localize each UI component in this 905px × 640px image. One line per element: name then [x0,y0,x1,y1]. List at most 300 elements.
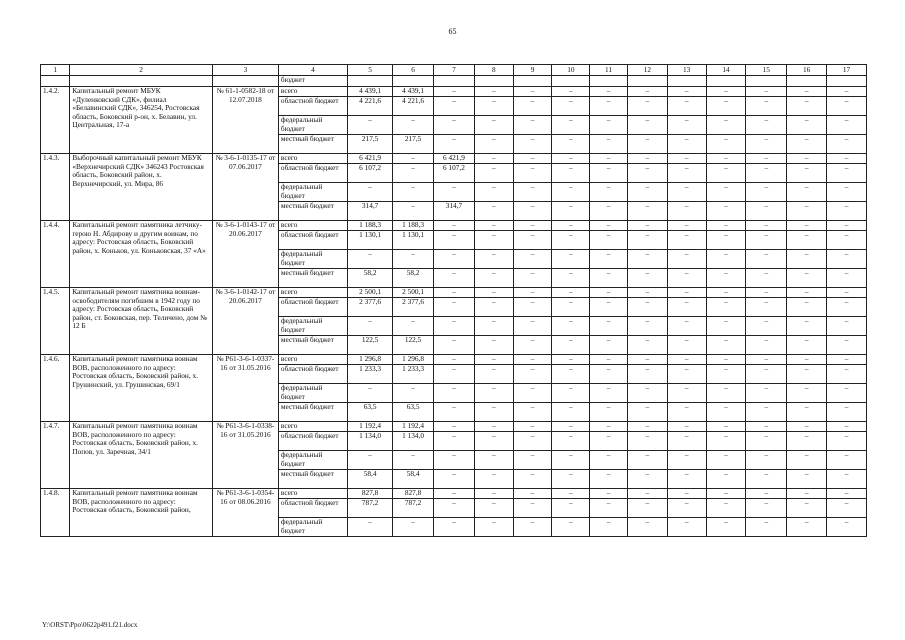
empty-value-cell: – [667,422,706,432]
empty-value-cell: – [706,97,746,116]
empty-value-cell: – [552,355,590,365]
empty-value-cell: – [827,154,867,164]
empty-value-cell: – [513,154,552,164]
empty-value-cell: – [746,97,787,116]
empty-value-cell: – [787,499,827,518]
empty-value-cell: – [746,499,787,518]
empty-value-cell: – [706,250,746,269]
empty-value-cell: – [706,221,746,231]
empty-value-cell: – [552,298,590,317]
empty-value-cell: – [513,116,552,135]
amount-cell: 314,7 [434,202,475,221]
empty-value-cell: – [706,384,746,403]
empty-value-cell: – [787,97,827,116]
empty-value-cell: – [706,135,746,154]
funding-source-cell: областной бюджет [278,164,347,183]
empty-value-cell: – [513,403,552,422]
empty-value-cell: – [746,365,787,384]
column-number-cell: 11 [590,65,628,76]
empty-value-cell: – [474,317,513,336]
empty-value-cell: – [552,87,590,97]
empty-value-cell: – [627,288,667,298]
empty-value-cell: – [590,489,628,499]
empty-value-cell: – [474,202,513,221]
empty-value-cell: – [667,116,706,135]
item-number-cell: 1.4.8. [41,489,70,537]
empty-value-cell: – [513,87,552,97]
amount-cell: – [393,164,434,183]
funding-row [41,355,867,365]
empty-value-cell: – [474,116,513,135]
column-number-cell: 14 [706,65,746,76]
amount-cell: 217,5 [393,135,434,154]
empty-cell [393,76,434,87]
amount-cell: 787,2 [393,499,434,518]
empty-cell [706,76,746,87]
item-name-cell: Капитальный ремонт МБУК «Дуленковский СДК», филиал «Белавинский СДК», 346254, Ростовская область, Боковский р-он, х. Белавин, ул. Центральная, 17-а [70,87,213,154]
empty-value-cell: – [706,403,746,422]
empty-value-cell: – [627,355,667,365]
empty-value-cell: – [552,154,590,164]
empty-value-cell: – [746,164,787,183]
amount-cell: 2 500,1 [348,288,393,298]
amount-cell: 787,2 [348,499,393,518]
amount-cell: – [434,384,475,403]
empty-value-cell: – [827,355,867,365]
empty-value-cell: – [827,489,867,499]
amount-cell: 217,5 [348,135,393,154]
amount-cell: – [393,202,434,221]
empty-value-cell: – [746,384,787,403]
funding-source-cell: федеральный бюджет [278,317,347,336]
empty-value-cell: – [627,154,667,164]
item-name-cell: Капитальный ремонт памятника воинам-освободителям погибшим в 1942 году по адресу: Ростовская область, Боковский район, ст. Боковская, пер. Теличено, дом № 12 Б [70,288,213,355]
amount-cell: – [434,221,475,231]
empty-value-cell: – [552,518,590,537]
column-number-cell: 13 [667,65,706,76]
empty-value-cell: – [667,221,706,231]
empty-value-cell: – [474,355,513,365]
empty-value-cell: – [746,154,787,164]
empty-value-cell: – [513,269,552,288]
amount-cell: – [393,518,434,537]
empty-value-cell: – [627,451,667,470]
amount-cell: 1 296,8 [348,355,393,365]
empty-value-cell: – [746,183,787,202]
empty-value-cell: – [474,518,513,537]
funding-source-cell: бюджет [278,76,347,87]
empty-value-cell: – [787,317,827,336]
empty-value-cell: – [627,269,667,288]
amount-cell: – [434,489,475,499]
funding-row [41,489,867,499]
funding-source-cell: областной бюджет [278,298,347,317]
amount-cell: 2 377,6 [348,298,393,317]
empty-value-cell: – [706,116,746,135]
empty-cell [513,76,552,87]
empty-value-cell: – [474,231,513,250]
empty-value-cell: – [787,518,827,537]
empty-value-cell: – [746,432,787,451]
empty-value-cell: – [627,403,667,422]
column-number-cell: 15 [746,65,787,76]
file-path-footer: Y:\ORST\Ppo\0622p491.f21.docx [42,621,138,629]
empty-value-cell: – [667,298,706,317]
empty-value-cell: – [627,298,667,317]
empty-value-cell: – [552,250,590,269]
empty-value-cell: – [827,317,867,336]
empty-value-cell: – [746,518,787,537]
column-number-cell: 5 [348,65,393,76]
amount-cell: – [434,499,475,518]
empty-value-cell: – [827,116,867,135]
empty-value-cell: – [552,269,590,288]
empty-cell [827,76,867,87]
amount-cell: – [434,87,475,97]
empty-value-cell: – [513,135,552,154]
empty-value-cell: – [590,432,628,451]
empty-value-cell: – [474,221,513,231]
empty-value-cell: – [746,202,787,221]
empty-value-cell: – [827,336,867,355]
item-name-cell: Выборочный капитальный ремонт МБУК «Верхнечирский СДК» 346243 Ростовская область, Боковский район, х. Верхнечирский, ул. Мира, 86 [70,154,213,221]
empty-value-cell: – [787,355,827,365]
empty-value-cell: – [746,317,787,336]
empty-value-cell: – [590,183,628,202]
empty-value-cell: – [627,87,667,97]
amount-cell: – [348,518,393,537]
empty-value-cell: – [706,288,746,298]
empty-value-cell: – [552,365,590,384]
empty-value-cell: – [590,164,628,183]
empty-value-cell: – [590,202,628,221]
empty-value-cell: – [787,470,827,489]
column-number-cell: 16 [787,65,827,76]
empty-value-cell: – [667,164,706,183]
empty-value-cell: – [590,221,628,231]
empty-value-cell: – [590,269,628,288]
amount-cell: – [434,355,475,365]
empty-value-cell: – [474,451,513,470]
empty-value-cell: – [474,97,513,116]
empty-value-cell: – [627,365,667,384]
empty-value-cell: – [552,317,590,336]
amount-cell: 827,8 [393,489,434,499]
amount-cell: 6 107,2 [348,164,393,183]
empty-value-cell: – [827,231,867,250]
amount-cell: 1 192,4 [393,422,434,432]
column-number-cell: 2 [70,65,213,76]
funding-source-cell: местный бюджет [278,135,347,154]
funding-source-cell: областной бюджет [278,365,347,384]
empty-value-cell: – [827,451,867,470]
column-number-cell: 4 [278,65,347,76]
empty-value-cell: – [827,164,867,183]
empty-value-cell: – [627,221,667,231]
funding-source-cell: всего [278,87,347,97]
empty-value-cell: – [474,422,513,432]
empty-value-cell: – [627,250,667,269]
empty-cell [70,76,213,87]
empty-value-cell: – [513,164,552,183]
amount-cell: 1 192,4 [348,422,393,432]
empty-cell [41,76,70,87]
document-cell: № 3-6-1-0143-17 от 20.06.2017 [212,221,278,288]
column-number-cell: 3 [212,65,278,76]
document-cell: № Р61-3-6-1-0337-16 от 31.05.2016 [212,355,278,422]
empty-value-cell: – [667,451,706,470]
empty-value-cell: – [474,250,513,269]
empty-value-cell: – [513,231,552,250]
amount-cell: 1 130,1 [348,231,393,250]
funding-source-cell: федеральный бюджет [278,116,347,135]
amount-cell: 63,5 [348,403,393,422]
funding-source-cell: федеральный бюджет [278,451,347,470]
empty-value-cell: – [590,250,628,269]
funding-source-cell: всего [278,288,347,298]
empty-value-cell: – [513,499,552,518]
empty-value-cell: – [827,499,867,518]
empty-value-cell: – [827,365,867,384]
empty-value-cell: – [827,87,867,97]
empty-value-cell: – [552,164,590,183]
empty-value-cell: – [474,87,513,97]
empty-value-cell: – [827,288,867,298]
column-number-row [41,65,867,76]
empty-value-cell: – [474,499,513,518]
amount-cell: 314,7 [348,202,393,221]
empty-value-cell: – [474,288,513,298]
amount-cell: 4 221,6 [348,97,393,116]
amount-cell: 122,5 [348,336,393,355]
empty-value-cell: – [827,269,867,288]
empty-value-cell: – [706,336,746,355]
empty-value-cell: – [667,365,706,384]
empty-value-cell: – [787,269,827,288]
funding-row [41,154,867,164]
empty-value-cell: – [513,451,552,470]
empty-value-cell: – [590,317,628,336]
empty-value-cell: – [667,317,706,336]
amount-cell: 1 233,3 [393,365,434,384]
item-number-cell: 1.4.2. [41,87,70,154]
empty-value-cell: – [552,288,590,298]
amount-cell: – [434,317,475,336]
empty-value-cell: – [746,221,787,231]
empty-value-cell: – [552,432,590,451]
empty-value-cell: – [552,451,590,470]
empty-value-cell: – [706,231,746,250]
empty-value-cell: – [746,116,787,135]
empty-value-cell: – [787,451,827,470]
funding-source-cell: областной бюджет [278,499,347,518]
empty-value-cell: – [667,135,706,154]
empty-value-cell: – [787,221,827,231]
empty-value-cell: – [827,422,867,432]
amount-cell: – [393,317,434,336]
amount-cell: – [434,269,475,288]
empty-value-cell: – [827,183,867,202]
empty-value-cell: – [787,164,827,183]
empty-value-cell: – [552,422,590,432]
empty-cell [787,76,827,87]
empty-value-cell: – [513,384,552,403]
empty-value-cell: – [706,87,746,97]
empty-value-cell: – [746,298,787,317]
item-number-cell: 1.4.7. [41,422,70,489]
empty-value-cell: – [706,154,746,164]
empty-value-cell: – [552,221,590,231]
empty-value-cell: – [627,135,667,154]
empty-value-cell: – [746,355,787,365]
funding-source-cell: федеральный бюджет [278,384,347,403]
empty-value-cell: – [513,202,552,221]
empty-value-cell: – [827,135,867,154]
amount-cell: – [348,183,393,202]
document-cell: № 3-6-1-0142-17 от 20.06.2017 [212,288,278,355]
empty-value-cell: – [590,470,628,489]
empty-value-cell: – [513,432,552,451]
empty-value-cell: – [474,164,513,183]
empty-value-cell: – [787,432,827,451]
empty-value-cell: – [552,231,590,250]
column-number-cell: 10 [552,65,590,76]
empty-value-cell: – [706,422,746,432]
empty-value-cell: – [627,183,667,202]
column-number-cell: 9 [513,65,552,76]
empty-value-cell: – [706,499,746,518]
funding-row [41,221,867,231]
empty-cell [212,76,278,87]
empty-value-cell: – [787,384,827,403]
empty-value-cell: – [590,231,628,250]
empty-value-cell: – [552,470,590,489]
amount-cell: – [434,231,475,250]
amount-cell: – [434,518,475,537]
empty-value-cell: – [474,336,513,355]
empty-value-cell: – [827,221,867,231]
empty-value-cell: – [667,97,706,116]
funding-source-cell: всего [278,154,347,164]
empty-value-cell: – [827,97,867,116]
empty-value-cell: – [552,97,590,116]
empty-value-cell: – [706,355,746,365]
empty-cell [552,76,590,87]
empty-cell [474,76,513,87]
amount-cell: 4 221,6 [393,97,434,116]
amount-cell: 58,4 [348,470,393,489]
amount-cell: 1 188,3 [393,221,434,231]
item-number-cell: 1.4.6. [41,355,70,422]
amount-cell: 6 421,9 [434,154,475,164]
amount-cell: – [434,365,475,384]
empty-value-cell: – [474,384,513,403]
empty-value-cell: – [787,403,827,422]
empty-value-cell: – [590,135,628,154]
amount-cell: 4 439,1 [393,87,434,97]
empty-value-cell: – [552,499,590,518]
empty-value-cell: – [552,336,590,355]
column-number-cell: 12 [627,65,667,76]
empty-value-cell: – [513,183,552,202]
empty-value-cell: – [590,116,628,135]
empty-value-cell: – [667,384,706,403]
item-name-cell: Капитальный ремонт памятника воинам ВОВ, расположенного по адресу: Ростовская область, Боковский район, [70,489,213,537]
amount-cell: – [434,336,475,355]
item-number-cell: 1.4.3. [41,154,70,221]
empty-value-cell: – [590,422,628,432]
column-number-cell: 6 [393,65,434,76]
empty-value-cell: – [827,250,867,269]
funding-row [41,87,867,97]
empty-value-cell: – [787,336,827,355]
empty-value-cell: – [474,135,513,154]
empty-value-cell: – [787,135,827,154]
empty-cell [434,76,475,87]
empty-value-cell: – [746,135,787,154]
empty-value-cell: – [667,336,706,355]
amount-cell: 6 107,2 [434,164,475,183]
amount-cell: – [348,384,393,403]
funding-source-cell: всего [278,489,347,499]
empty-value-cell: – [706,183,746,202]
empty-value-cell: – [667,269,706,288]
empty-value-cell: – [513,518,552,537]
amount-cell: – [393,250,434,269]
empty-cell [667,76,706,87]
item-number-cell: 1.4.4. [41,221,70,288]
amount-cell: – [393,154,434,164]
empty-value-cell: – [667,202,706,221]
empty-value-cell: – [787,288,827,298]
empty-value-cell: – [787,87,827,97]
document-cell: № Р61-3-6-1-0338-16 от 31.05.2016 [212,422,278,489]
column-number-cell: 1 [41,65,70,76]
empty-value-cell: – [590,97,628,116]
empty-value-cell: – [667,183,706,202]
amount-cell: 1 296,8 [393,355,434,365]
empty-value-cell: – [627,489,667,499]
empty-value-cell: – [706,317,746,336]
amount-cell: – [434,432,475,451]
amount-cell: – [348,317,393,336]
empty-value-cell: – [474,365,513,384]
funding-source-cell: местный бюджет [278,202,347,221]
document-cell: № Р61-3-6-1-0354-16 от 08.06.2016 [212,489,278,537]
amount-cell: – [393,451,434,470]
amount-cell: – [434,116,475,135]
amount-cell: – [393,116,434,135]
empty-value-cell: – [627,518,667,537]
empty-value-cell: – [746,403,787,422]
empty-value-cell: – [787,365,827,384]
empty-value-cell: – [827,432,867,451]
empty-value-cell: – [513,355,552,365]
funding-source-cell: областной бюджет [278,97,347,116]
empty-value-cell: – [827,298,867,317]
empty-value-cell: – [706,451,746,470]
funding-source-cell: местный бюджет [278,269,347,288]
empty-cell [348,76,393,87]
empty-value-cell: – [706,518,746,537]
amount-cell: – [434,451,475,470]
amount-cell: 2 500,1 [393,288,434,298]
empty-value-cell: – [474,432,513,451]
amount-cell: – [348,116,393,135]
empty-value-cell: – [827,384,867,403]
empty-value-cell: – [746,470,787,489]
amount-cell: 1 130,1 [393,231,434,250]
